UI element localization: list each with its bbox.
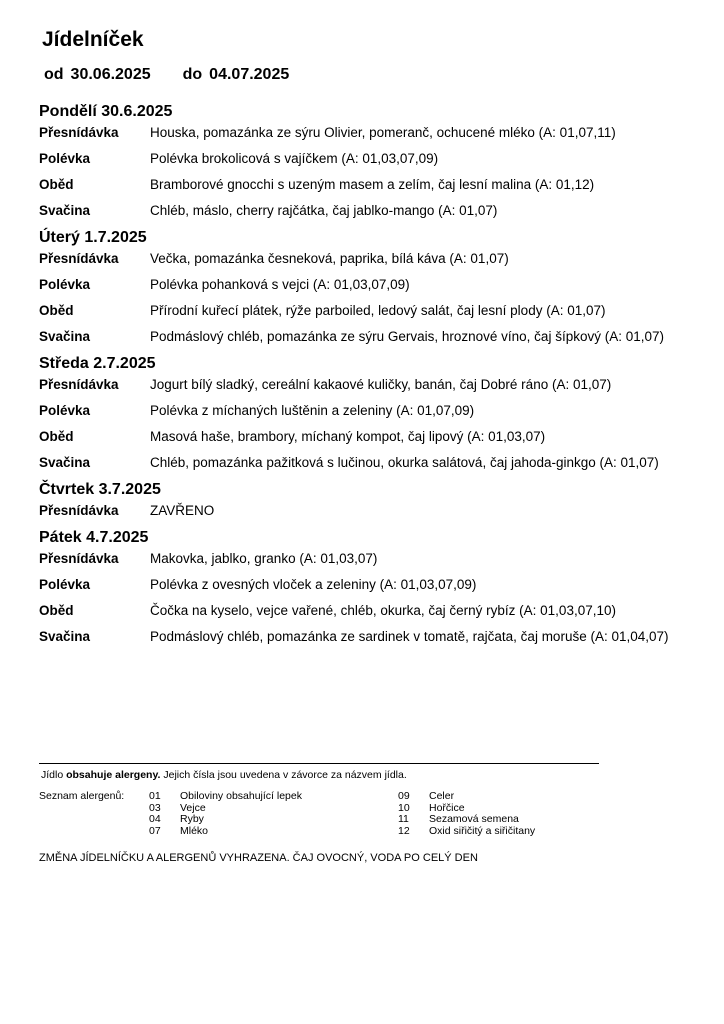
allergen-code: 11 bbox=[398, 813, 409, 825]
meal-text: Chléb, pomazánka pažitková s lučinou, okurka salátová, čaj jahoda-ginkgo (A: 01,07) bbox=[150, 455, 659, 470]
allergen-code: 12 bbox=[398, 824, 410, 837]
meal-label: Přesnídávka bbox=[39, 503, 119, 518]
day-section bbox=[39, 227, 679, 345]
day-section bbox=[39, 527, 679, 645]
meal-text: Polévka pohanková s vejci (A: 01,03,07,09) bbox=[150, 277, 410, 292]
allergen-name: Hořčice bbox=[429, 801, 465, 814]
meal-text: Čočka na kyselo, vejce vařené, chléb, okurka, čaj černý rybíz (A: 01,03,07,10) bbox=[150, 603, 616, 618]
meal-row bbox=[39, 327, 679, 345]
meal-label: Přesnídávka bbox=[39, 125, 119, 140]
meal-row bbox=[39, 501, 679, 519]
day-heading: Pondělí 30.6.2025 bbox=[39, 103, 173, 120]
period-from-label: od bbox=[44, 66, 64, 83]
allergen-item bbox=[149, 826, 399, 838]
meal-row bbox=[39, 201, 679, 219]
allergen-code: 03 bbox=[149, 801, 161, 814]
meal-label: Svačina bbox=[39, 455, 91, 470]
allergen-item bbox=[398, 826, 598, 838]
allergen-name: Vejce bbox=[180, 801, 206, 814]
meal-text: Bramborové gnocchi s uzeným masem a zelím, čaj lesní malina (A: 01,12) bbox=[150, 177, 595, 192]
meal-text: Chléb, máslo, cherry rajčátka, čaj jablko-mango (A: 01,07) bbox=[150, 203, 498, 218]
meal-text: Masová haše, brambory, míchaný kompot, čaj lipový (A: 01,03,07) bbox=[150, 429, 546, 444]
allergen-name: Celer bbox=[429, 790, 455, 802]
divider bbox=[39, 763, 599, 764]
day-heading: Úterý 1.7.2025 bbox=[39, 229, 147, 246]
day-heading: Pátek 4.7.2025 bbox=[39, 529, 149, 546]
meal-text: Polévka z ovesných vloček a zeleniny (A: 01,03,07,09) bbox=[150, 577, 477, 592]
meal-text: Houska, pomazánka ze sýru Olivier, pomeranč, ochucené mléko (A: 01,07,11) bbox=[150, 125, 616, 140]
meal-label: Polévka bbox=[39, 403, 91, 418]
meal-label: Polévka bbox=[39, 151, 91, 166]
meal-label: Svačina bbox=[39, 629, 91, 644]
meal-row bbox=[39, 427, 679, 445]
footer-note: ZMĚNA JÍDELNÍČKU A ALERGENŮ VYHRAZENA. ČAJ OVOCNÝ, VODA PO CELÝ DEN bbox=[39, 852, 478, 864]
allergen-code: 09 bbox=[398, 790, 410, 802]
days-list bbox=[39, 101, 679, 653]
period-from-date: 30.06.2025 bbox=[70, 66, 151, 83]
meal-row bbox=[39, 123, 679, 141]
meal-label: Svačina bbox=[39, 329, 91, 344]
meal-row bbox=[39, 249, 679, 267]
allergen-code: 04 bbox=[149, 813, 161, 825]
day-section bbox=[39, 479, 679, 519]
meal-text: ZAVŘENO bbox=[150, 503, 215, 518]
allergen-name: Mléko bbox=[180, 824, 209, 837]
allergen-name: Sezamová semena bbox=[429, 813, 519, 825]
allergen-item bbox=[149, 814, 399, 826]
meal-text: Jogurt bílý sladký, cereální kakaové kuličky, banán, čaj Dobré ráno (A: 01,07) bbox=[150, 377, 612, 392]
meal-row bbox=[39, 275, 679, 293]
page-title: Jídelníček bbox=[42, 28, 144, 51]
allergen-column-2 bbox=[398, 791, 598, 837]
allergen-code: 07 bbox=[149, 824, 161, 837]
meal-text: Přírodní kuřecí plátek, rýže parboiled, ledový salát, čaj lesní plody (A: 01,07) bbox=[150, 303, 606, 318]
meal-text: Makovka, jablko, granko (A: 01,03,07) bbox=[150, 551, 378, 566]
allergen-name: Oxid siřičitý a siřičitany bbox=[429, 824, 536, 837]
meal-row bbox=[39, 375, 679, 393]
meal-row bbox=[39, 149, 679, 167]
meal-row bbox=[39, 175, 679, 193]
meal-label: Přesnídávka bbox=[39, 377, 119, 392]
allergen-item bbox=[398, 814, 598, 826]
allergen-code: 01 bbox=[149, 790, 161, 802]
meal-label: Polévka bbox=[39, 277, 91, 292]
allergen-item bbox=[149, 791, 399, 803]
meal-text: Polévka brokolicová s vajíčkem (A: 01,03,07,09) bbox=[150, 151, 439, 166]
allergen-code: 10 bbox=[398, 801, 410, 814]
meal-text: Večka, pomazánka česneková, paprika, bílá káva (A: 01,07) bbox=[150, 251, 509, 266]
allergen-list-label: Seznam alergenů: bbox=[39, 790, 125, 802]
meal-text: Podmáslový chléb, pomazánka ze sýru Gervais, hroznové víno, čaj šípkový (A: 01,07) bbox=[150, 329, 664, 344]
period-to-label: do bbox=[182, 66, 203, 83]
meal-row bbox=[39, 549, 679, 567]
meal-label: Přesnídávka bbox=[39, 551, 119, 566]
meal-text: Polévka z míchaných luštěnin a zeleniny (A: 01,07,09) bbox=[150, 403, 475, 418]
meal-row bbox=[39, 627, 679, 645]
meal-row bbox=[39, 601, 679, 619]
day-heading: Čtvrtek 3.7.2025 bbox=[39, 481, 161, 498]
allergen-note-suffix: Jejich čísla jsou uvedena v závorce za názvem jídla. bbox=[160, 769, 407, 781]
meal-label: Oběd bbox=[39, 429, 74, 444]
meal-label: Svačina bbox=[39, 203, 91, 218]
period-to-date: 04.07.2025 bbox=[209, 66, 290, 83]
day-heading: Středa 2.7.2025 bbox=[39, 355, 156, 372]
allergen-column-1 bbox=[149, 791, 399, 837]
day-section bbox=[39, 101, 679, 219]
meal-row bbox=[39, 575, 679, 593]
allergen-note-bold: obsahuje alergeny. bbox=[66, 769, 161, 781]
allergen-item bbox=[398, 791, 598, 803]
meal-label: Oběd bbox=[39, 303, 74, 318]
meal-row bbox=[39, 453, 679, 471]
meal-label: Polévka bbox=[39, 577, 91, 592]
meal-row bbox=[39, 301, 679, 319]
allergen-name: Ryby bbox=[180, 813, 204, 825]
meal-label: Oběd bbox=[39, 603, 74, 618]
allergen-note-prefix: Jídlo bbox=[41, 769, 67, 781]
menu-period bbox=[44, 66, 289, 84]
meal-label: Oběd bbox=[39, 177, 74, 192]
meal-text: Podmáslový chléb, pomazánka ze sardinek v tomatě, rajčata, čaj moruše (A: 01,04,07) bbox=[150, 629, 669, 644]
allergen-note bbox=[41, 769, 407, 781]
allergen-name: Obiloviny obsahující lepek bbox=[180, 790, 302, 802]
meal-label: Přesnídávka bbox=[39, 251, 119, 266]
day-section bbox=[39, 353, 679, 471]
meal-row bbox=[39, 401, 679, 419]
